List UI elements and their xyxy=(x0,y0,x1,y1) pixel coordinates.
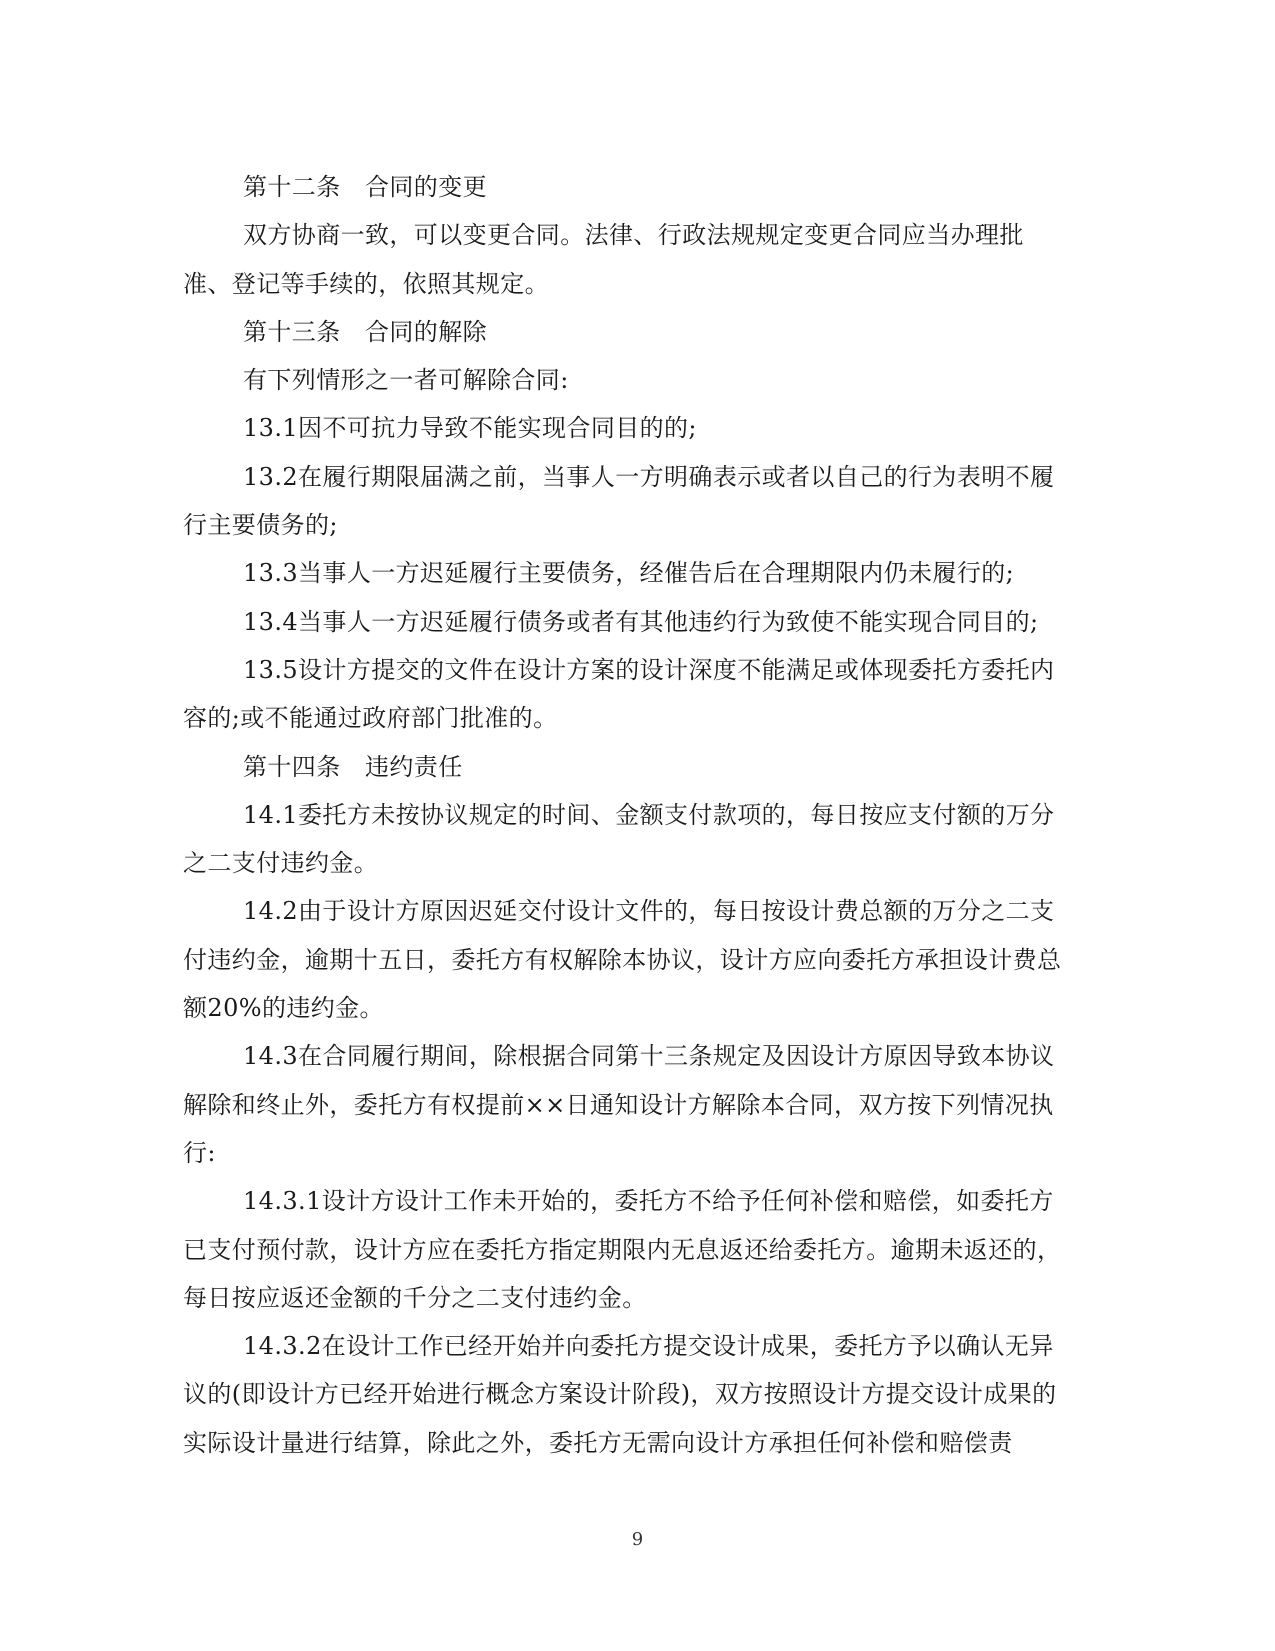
article-12-heading: 第十二条 合同的变更 xyxy=(243,173,487,201)
article-14-heading: 第十四条 违约责任 xyxy=(243,752,463,781)
document-body xyxy=(183,163,1063,1467)
clause-13-2: 13.2在履行期限届满之前，当事人一方明确表示或者以自己的行为表明不履行主要债务的; xyxy=(183,462,1055,540)
clause-13-3: 13.3当事人一方迟延履行主要债务，经催告后在合理期限内仍未履行的; xyxy=(243,559,1015,588)
clause-13-1: 13.1因不可抗力导致不能实现合同目的的; xyxy=(243,414,697,443)
article-13-heading: 第十三条 合同的解除 xyxy=(243,317,487,346)
paragraph-12-body: 双方协商一致，可以变更合同。法律、行政法规规定变更合同应当办理批准、登记等手续的，依照其规定。 xyxy=(183,221,1024,298)
clause-14-3-1: 14.3.1设计方设计工作未开始的，委托方不给予任何补偿和赔偿，如委托方已支付预付款，设计方应在委托方指定期限内无息返还给委托方。逾期未返还的，每日按应返还金额的千分之二支付违约金。 xyxy=(183,1187,1062,1312)
clause-14-3: 14.3在合同履行期间，除根据合同第十三条规定及因设计方原因导致本协议解除和终止外，委托方有权提前××日通知设计方解除本合同，双方按下列情况执行: xyxy=(183,1042,1055,1167)
clause-14-2: 14.2由于设计方原因迟延交付设计文件的，每日按设计费总额的万分之二支付违约金，逾期十五日，委托方有权解除本协议，设计方应向委托方承担设计费总额20%的违约金。 xyxy=(183,897,1062,1023)
clause-14-3-2: 14.3.2在设计工作已经开始并向委托方提交设计成果，委托方予以确认无异议的(即设计方已经开始进行概念方案设计阶段)，双方按照设计方提交设计成果的实际设计量进行结算，除此之外，委托方无需向设计方承担任何补偿和赔偿责 xyxy=(183,1332,1057,1457)
clause-14-1: 14.1委托方未按协议规定的时间、金额支付款项的，每日按应支付额的万分之二支付违约金。 xyxy=(183,800,1055,878)
paragraph-13-intro: 有下列情形之一者可解除合同: xyxy=(243,366,569,395)
clause-13-5: 13.5设计方提交的文件在设计方案的设计深度不能满足或体现委托方委托内容的;或不能通过政府部门批准的。 xyxy=(183,655,1055,733)
page-number: 9 xyxy=(631,1529,644,1550)
clause-13-4: 13.4当事人一方迟延履行债务或者有其他违约行为致使不能实现合同目的; xyxy=(243,607,1039,636)
